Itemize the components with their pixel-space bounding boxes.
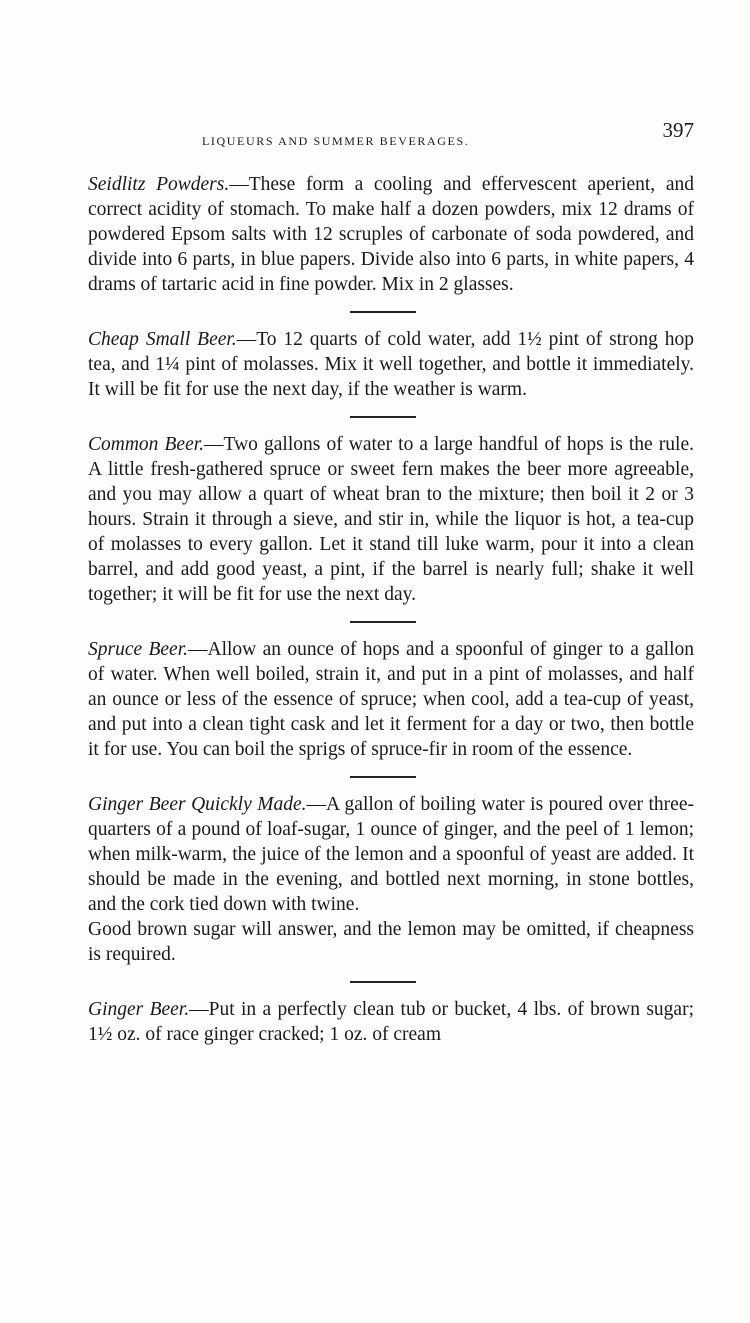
recipe-text: —Allow an ounce of hops and a spoonful of ginger to a gallon of water. When well boiled, strain it, and put in a pint of molasses, and half an ounce or less of the essence of spruce; when cool, add a tea-cup of yeast, and put into a clean tight cask and let it ferment for a day or two, then bottle it for use. You can boil the sprigs of spruce-fir in room of the essence. [88,639,694,760]
recipe-title: Ginger Beer Quickly Made. [88,794,307,815]
recipe-text: —To 12 quarts of cold water, add 1½ pint of strong hop tea, and 1¼ pint of molasses. Mix it well together, and bottle it immediately. It will be fit for use the next day, if the weather is warm. [88,329,695,400]
page-header [88,118,694,148]
recipe-title: Spruce Beer. [88,639,189,660]
recipe-ginger-beer-quickly-made [88,792,694,917]
recipe-title: Common Beer. [88,434,205,455]
section-divider [350,981,416,983]
recipe-seidlitz-powders [88,172,694,297]
section-divider [350,776,416,778]
recipe-text: —These form a cooling and effervescent aperient, and correct acidity of stomach. To make half a dozen powders, mix 12 drams of powdered Epsom salts with 12 scruples of carbonate of soda powdered, and divide into 6 parts, in blue papers. Divide also into 6 parts, in white papers, 4 drams of tartaric acid in fine powder. Mix in 2 glasses. [88,174,695,295]
recipe-spruce-beer [88,637,694,762]
recipe-cheap-small-beer [88,327,694,402]
recipe-text: —Two gallons of water to a large handful of hops is the rule. A little fresh-gathered spruce or sweet fern makes the beer more agreeable, and you may allow a quart of wheat bran to the mixture; then boil it 2 or 3 hours. Strain it through a sieve, and stir in, while the liquor is hot, a tea-cup of molasses to every gallon. Let it stand till luke warm, pour it into a clean barrel, and add good yeast, a pint, if the barrel is nearly full; shake it well together; it will be fit for use the next day. [88,434,694,605]
recipe-text: —Put in a perfectly clean tub or bucket, 4 lbs. of brown sugar; 1½ oz. of race ginger cracked; 1 oz. of cream [88,999,694,1045]
recipe-text: —A gallon of boiling water is poured over three-quarters of a pound of loaf-sugar, 1 ounce of ginger, and the peel of 1 lemon; when milk-warm, the juice of the lemon and a spoonful of yeast are added. It should be made in the evening, and bottled next morning, in stone bottles, and the cork tied down with twine. [88,794,694,915]
section-divider [350,311,416,313]
page-body [88,172,694,1047]
running-head: LIQUEURS AND SUMMER BEVERAGES. [202,134,470,148]
page-number: 397 [662,118,694,142]
recipe-title: Seidlitz Powders. [88,174,230,195]
recipe-common-beer [88,432,694,607]
recipe-title: Ginger Beer. [88,999,190,1020]
section-divider [350,416,416,418]
recipe-title: Cheap Small Beer. [88,329,237,350]
section-divider [350,621,416,623]
recipe-continuation: Good brown sugar will answer, and the lemon may be omitted, if cheapness is required. [88,919,694,965]
recipe-ginger-beer [88,997,694,1047]
